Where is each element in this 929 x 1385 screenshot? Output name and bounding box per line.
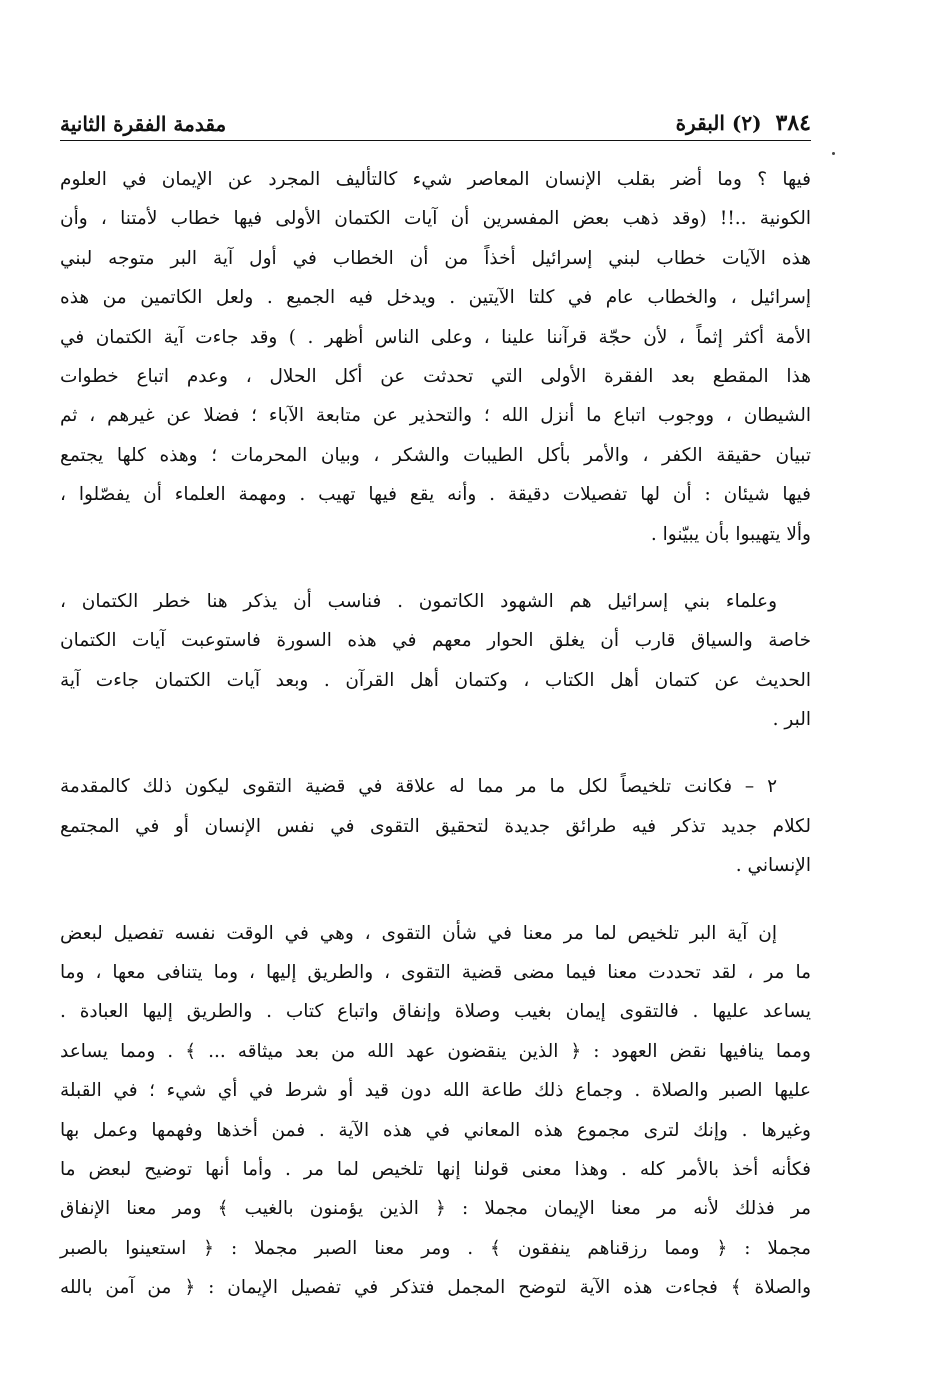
paragraph-1 xyxy=(60,160,811,554)
text-line: يساعد عليها . فالتقوى إيمان بغيب وصلاة وإنفاق واتباع كتاب . والطريق إليها العبادة . xyxy=(60,1001,811,1023)
paragraph-gap xyxy=(60,554,811,582)
text-line: البر . xyxy=(772,709,811,731)
text-line: الحديث عن كتمان أهل الكتاب ، وكتمان أهل القرآن . وبعد آيات الكتمان جاءت آية xyxy=(60,669,811,691)
text-line: الإنساني . xyxy=(735,855,811,877)
text-line: إن آية البر تلخيص لما مر معنا في شأن التقوى ، وهي في الوقت نفسه تفصيل لبعض xyxy=(60,922,777,944)
text-line: وغيرها . وإنك لترى مجموع هذه المعاني في هذه الآية . فمن أخذها وفهمها وعمل بها xyxy=(60,1119,811,1141)
paragraph-4 xyxy=(60,914,811,1308)
text-line: إسرائيل ، والخطاب عام في كلتا الآيتين . ويدخل فيه الجميع . ولعل الكاتمين من هذه xyxy=(60,287,811,309)
page-header xyxy=(60,96,811,136)
text-line: مر فذلك لأنه مر معنا الإيمان مجملا : ﴿ الذين يؤمنون بالغيب ﴾ ومر معنا الإنفاق xyxy=(60,1198,811,1220)
header-right xyxy=(676,110,811,136)
text-line: ومما ينافيها نقض العهود : ﴿ الذين ينقضون عهد الله من بعد ميثاقه ... ﴾ . ومما يساعد xyxy=(60,1040,811,1062)
text-line: فكأنه أخذ بالأمر كله . وهذا معنى قولنا إنها تلخيص لما مر . وأما أنها توضيح لبعض ما xyxy=(60,1158,811,1180)
paragraph-2 xyxy=(60,582,811,740)
text-line: فيها ؟ وما أضر بقلب الإنسان المعاصر شيء كالتأليف المجرد عن الإيمان في العلوم xyxy=(60,169,811,190)
text-line: مجملا : ﴿ ومما رزقناهم ينفقون ﴾ . ومر معنا الصبر مجملا : ﴿ استعينوا بالصبر xyxy=(60,1237,811,1259)
text-line: فيها شيئان : أن لها تفصيلات دقيقة . وأنه يقع فيها تهيب . ومهمة العلماء أن يفصّلوا ، xyxy=(60,484,811,506)
print-speck xyxy=(832,152,835,155)
paragraph-3 xyxy=(60,767,811,885)
text-line: هذه الآيات خطاب لبني إسرائيل أخذاً من أن الخطاب في أول آية البر متوجه لبني xyxy=(60,247,811,269)
text-line: عليها الصبر والصلاة . وجماع ذلك طاعة الله دون قيد أو شرط في أي شيء ؛ في القبلة xyxy=(60,1080,811,1102)
text-line: الشيطان ، ووجوب اتباع ما أنزل الله ؛ والتحذير عن متابعة الآباء ؛ فضلا عن غيرهم ، ثم xyxy=(60,405,811,427)
text-line: وعلماء بني إسرائيل هم الشهود الكاتمون . فناسب أن يذكر هنا خطر الكتمان ، xyxy=(60,590,777,612)
text-line: والصلاة ﴾ فجاءت هذه الآية لتوضح المجمل فتذكر في تفصيل الإيمان : ﴿ من آمن بالله xyxy=(60,1277,811,1299)
text-line: ما مر ، لقد تحددت معنا فيما مضى قضية التقوى ، والطريق إليها ، وما يتنافى معها ، وما xyxy=(60,962,811,984)
text-line: هذا المقطع بعد الفقرة الأولى التي تحدثت عن أكل الحلال ، وعدم اتباع خطوات xyxy=(60,365,811,387)
section-title: مقدمة الفقرة الثانية xyxy=(60,112,227,136)
text-line: وألا يتهيبوا بأن يبيّنوا . xyxy=(650,523,811,545)
text-line: تبيان حقيقة الكفر ، والأمر بأكل الطيبات والشكر ، وبيان المحرمات ؛ وهذه كلها يجتمع xyxy=(60,444,811,466)
text-line: خاصة والسياق قارب أن يغلق الحوار معهم في هذه السورة فاستوعبت آيات الكتمان xyxy=(60,630,811,652)
header-rule xyxy=(60,140,811,141)
text-line: ٢ – فكانت تلخيصاً لكل ما مر مما له علاقة في قضية التقوى ليكون ذلك كالمقدمة xyxy=(60,776,777,798)
text-line: الأمة أكثر إثماً ، لأن حجّة قرآننا علينا ، وعلى الناس أظهر . ) وقد جاءت آية الكتمان في xyxy=(60,326,811,348)
paragraph-gap xyxy=(60,886,811,914)
text-line: لكلام جديد تذكر فيه طرائق جديدة لتحقيق التقوى في نفس الإنسان أو في المجتمع xyxy=(60,815,811,837)
text-line: الكونية ..!! (وقد ذهب بعض المفسرين أن آيات الكتمان الأولى فيها خطاب لأمتنا ، وأن xyxy=(60,208,811,230)
body-text xyxy=(60,160,811,1308)
surah-title: (٢) البقرة xyxy=(675,111,762,135)
paragraph-gap xyxy=(60,739,811,767)
page-number: ٣٨٤ xyxy=(775,110,811,136)
